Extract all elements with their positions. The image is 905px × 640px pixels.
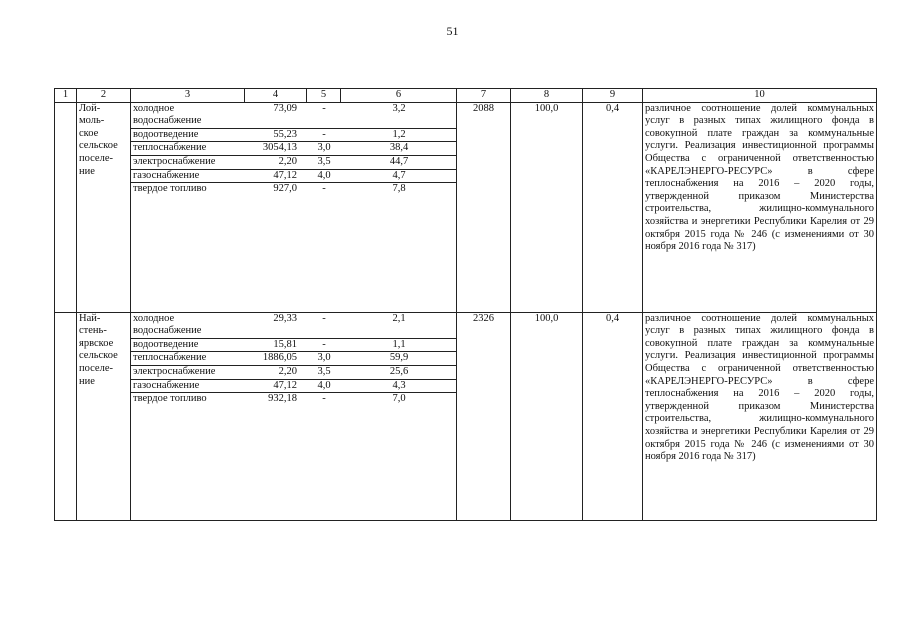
page-number: 51 [446,24,459,38]
service-row [131,142,457,156]
region-name-line: Най- [79,312,101,324]
service-value-col4: 29,33 [245,313,307,339]
service-row [131,183,457,196]
column-number: 2 [77,89,131,103]
table-row [55,102,877,312]
region-name-line: ние [79,165,95,177]
table-body [55,89,877,521]
note-text: различное соотношение долей коммунальных услуг в разных типах жилищного фонда в совокупной плате граждан за коммунальные услуги. Реализация инвестиционной программы Общества с ограниченной ответственностью «КАРЕЛЭНЕРГО-РЕСУРС» в сфере теплоснабжения на 2016 – 2020 годы, утвержденной приказом Министерства строительства, жилищно-коммунального хозяйства и энергетики Республики Карелия от 29 октября 2015 года № 246 (с изменениями от 30 ноября 2016 года № 317) [643,102,877,312]
service-value-col6: 4,7 [341,169,457,183]
service-value-col5: 3,0 [307,142,341,156]
value-col9: 0,4 [583,312,643,520]
service-name: теплоснабжение [131,142,245,156]
service-value-col6: 1,2 [341,128,457,142]
service-row [131,393,457,406]
value-col7: 2088 [457,102,511,312]
column-number: 4 [245,89,307,103]
region-name [77,312,131,520]
services-subtable [131,103,457,196]
value-col7: 2326 [457,312,511,520]
region-name-line: сельское [79,140,118,152]
service-value-col4: 47,12 [245,379,307,393]
region-name-line: Лой- [79,102,101,114]
service-name: холодное водоснабжение [131,313,245,339]
service-row [131,338,457,352]
value-col8: 100,0 [511,102,583,312]
row-index-cell [55,102,77,312]
service-value-col6: 7,0 [392,393,406,405]
column-number: 9 [583,89,643,103]
region-name [77,102,131,312]
service-name: газоснабжение [131,379,245,393]
note-text: различное соотношение долей коммунальных услуг в разных типах жилищного фонда в совокупной плате граждан за коммунальные услуги. Реализация инвестиционной программы Общества с ограниченной ответственностью «КАРЕЛЭНЕРГО-РЕСУРС» в сфере теплоснабжения на 2016 – 2020 годы, утвержденной приказом Министерства строительства, жилищно-коммунального хозяйства и энергетики Республики Карелия от 29 октября 2015 года № 246 (с изменениями от 30 ноября 2016 года № 317) [643,312,877,520]
column-number: 8 [511,89,583,103]
service-value-col6: 44,7 [341,155,457,169]
service-value-col6: 3,2 [341,103,457,129]
service-value-col4: 2,20 [245,155,307,169]
region-name-line: ярвское [79,337,114,349]
service-row [131,365,457,379]
service-name: электроснабжение [131,155,245,169]
region-name-line: ние [79,375,95,387]
service-value-col5: 3,0 [307,352,341,366]
region-name-line: поселе- [79,362,113,374]
service-value-col5: 3,5 [307,365,341,379]
service-value-col4: 927,0 [273,183,297,195]
column-numbers-row [55,89,877,103]
value-col8: 100,0 [511,312,583,520]
service-value-col4: 15,81 [245,338,307,352]
service-value-col5: - [307,128,341,142]
column-number: 7 [457,89,511,103]
service-name: теплоснабжение [131,352,245,366]
region-name-line: поселе- [79,152,113,164]
service-row [131,103,457,129]
region-name-line: стень- [79,325,107,337]
service-value-col5: - [307,103,341,129]
service-value-col5: - [307,338,341,352]
column-number: 10 [643,89,877,103]
service-value-col4: 3054,13 [245,142,307,156]
service-value-col5: 3,5 [307,155,341,169]
column-number: 6 [341,89,457,103]
service-value-col4: 47,12 [245,169,307,183]
region-name-line: моль- [79,115,105,127]
service-name: твердое топливо [133,183,207,195]
services-block [131,102,457,312]
services-subtable [131,313,457,406]
service-value-col6: 59,9 [341,352,457,366]
service-value-col4: 1886,05 [245,352,307,366]
service-name: газоснабжение [131,169,245,183]
service-value-col6: 25,6 [341,365,457,379]
row-index-cell [55,312,77,520]
service-value-col6: 1,1 [341,338,457,352]
service-value-col4: 73,09 [245,103,307,129]
tariff-table [54,88,877,521]
service-value-col5: - [307,313,341,339]
service-name: холодное водоснабжение [131,103,245,129]
service-value-col5: - [322,183,326,195]
service-value-col4: 55,23 [245,128,307,142]
service-row [131,169,457,183]
service-row [131,313,457,339]
service-row [131,128,457,142]
service-value-col6: 7,8 [392,183,406,195]
value-col9: 0,4 [583,102,643,312]
region-name-line: сельское [79,350,118,362]
service-value-col6: 2,1 [341,313,457,339]
service-value-col4: 932,18 [268,393,297,405]
services-block [131,312,457,520]
column-number: 5 [307,89,341,103]
column-number: 1 [55,89,77,103]
service-value-col6: 4,3 [341,379,457,393]
table-row [55,312,877,520]
service-row [131,155,457,169]
service-name: электроснабжение [131,365,245,379]
service-value-col6: 38,4 [341,142,457,156]
service-value-col5: 4,0 [307,379,341,393]
service-name: водоотведение [131,338,245,352]
column-number: 3 [131,89,245,103]
service-value-col4: 2,20 [245,365,307,379]
service-row [131,379,457,393]
service-name: твердое топливо [133,393,207,405]
service-row [131,352,457,366]
service-name: водоотведение [131,128,245,142]
service-value-col5: 4,0 [307,169,341,183]
service-value-col5: - [322,393,326,405]
region-name-line: ское [79,127,99,139]
